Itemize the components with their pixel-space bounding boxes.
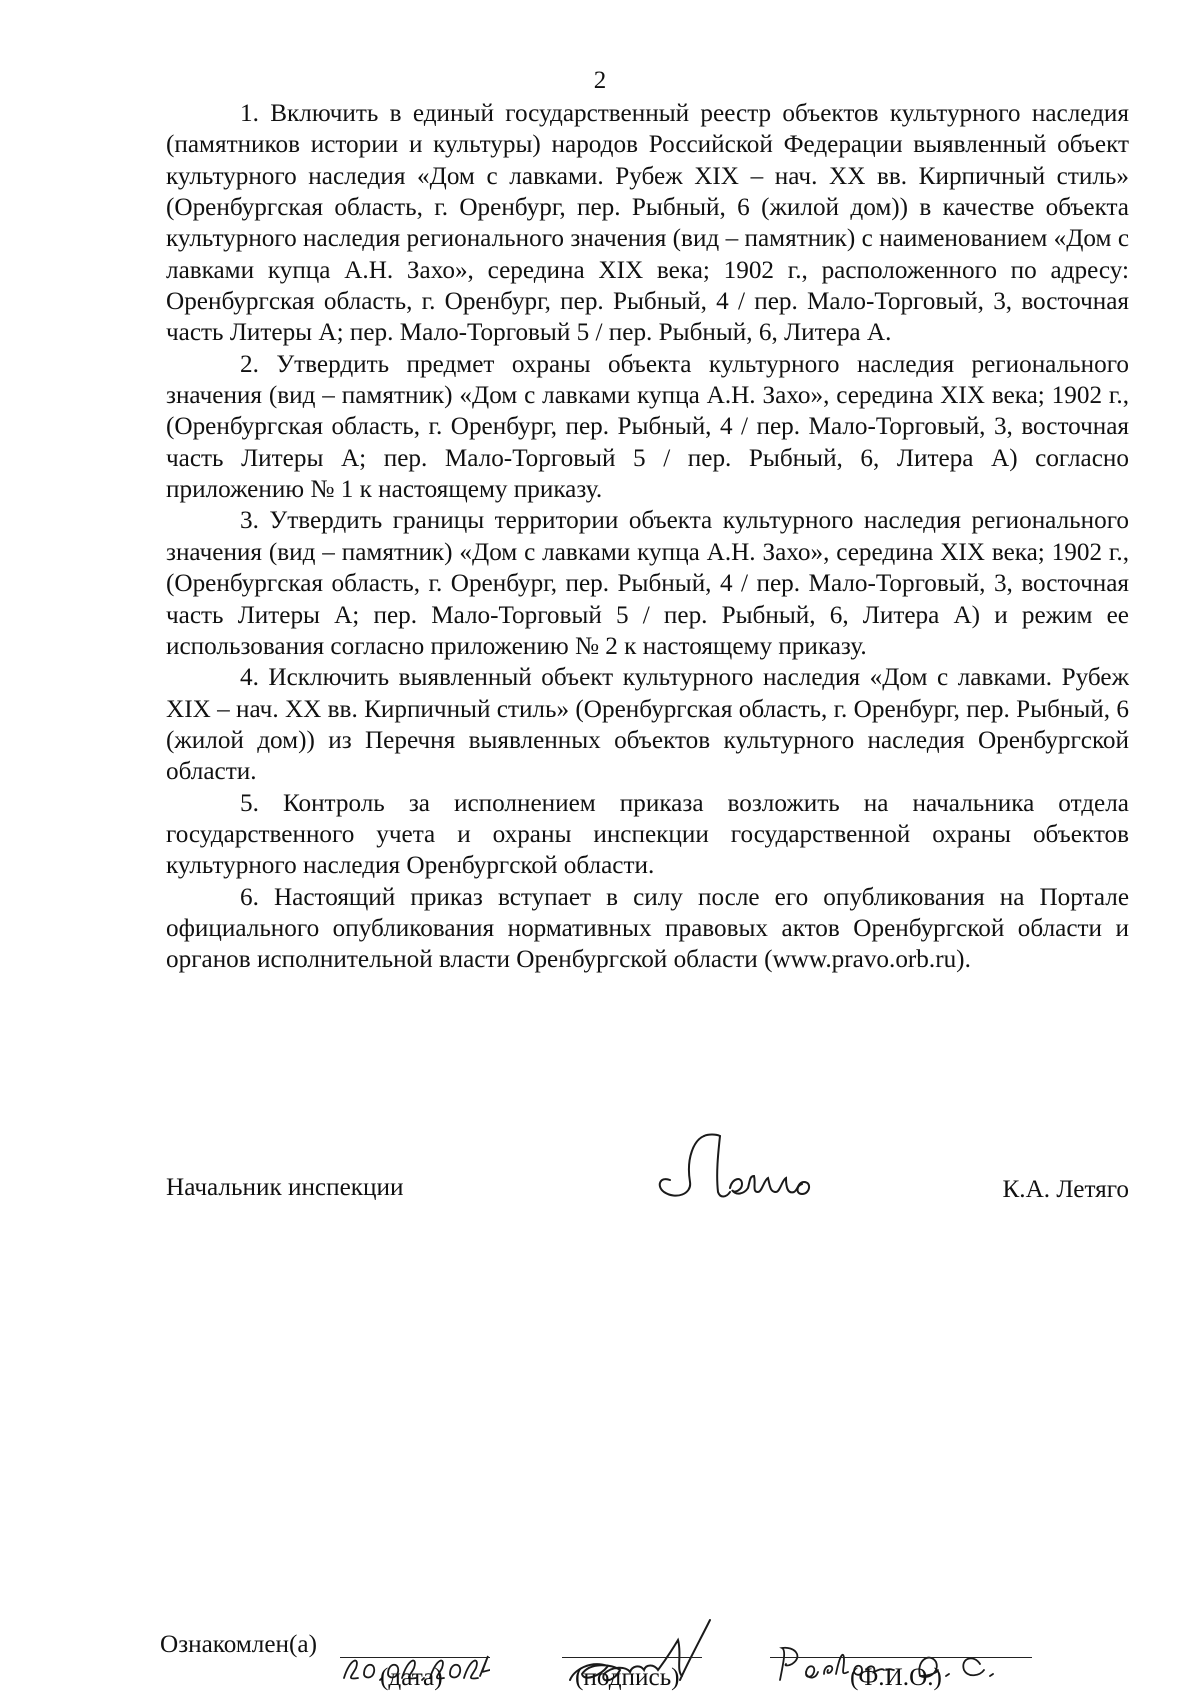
order-item-6: 6. Настоящий приказ вступает в силу после его опубликования на Портале официального опубликования нормативных правовых актов Оренбургской области и органов исполнительной власти Оренбургской области (www.pravo.orb.ru).: [166, 883, 1129, 974]
page-number: 2: [593, 67, 607, 94]
order-item-1: 1. Включить в единый государственный реестр объектов культурного наследия (памятников истории и культуры) народов Российской Федерации выявленный объект культурного наследия «Дом с лавками. Рубеж XIX – нач. XX вв. Кирпичный стиль» (Оренбургская область, г. Оренбург, пер. Рыбный, 6 (жилой дом)) в качестве объекта культурного наследия регионального значения (вид – памятник) с наименованием «Дом с лавками купца А.Н. Захо», середина XIX века; 1902 г., расположенного по адресу: Оренбургская область, г. Оренбург, пер. Рыбный, 4 / пер. Мало-Торговый, 3, восточная часть Литеры А; пер. Мало-Торговый 5 / пер. Рыбный, 6, Литера А.: [166, 100, 1129, 347]
date-line: [340, 1657, 490, 1658]
order-item-5: 5. Контроль за исполнением приказа возложить на начальника отдела государственного учета и охраны инспекции государственной охраны объектов культурного наследия Оренбургской области.: [166, 789, 1129, 880]
acknowledged-label: Ознакомлен(а): [160, 1631, 317, 1658]
order-body: [166, 98, 1129, 976]
order-item-4: 4. Исключить выявленный объект культурного наследия «Дом с лавками. Рубеж XIX – нач. XX вв. Кирпичный стиль» (Оренбургская область, г. Оренбург, пер. Рыбный, 6 (жилой дом)) из Перечня выявленных объектов культурного наследия Оренбургской области.: [166, 664, 1129, 786]
signature-caption: (подпись): [575, 1664, 680, 1691]
fio-caption: (Ф.И.О.): [850, 1664, 942, 1691]
signatory-position: Начальник инспекции: [166, 1174, 404, 1201]
handwritten-signature: [646, 1118, 836, 1218]
order-item-3: 3. Утвердить границы территории объекта культурного наследия регионального значения (вид – памятник) «Дом с лавками купца А.Н. Захо», середина XIX века; 1902 г., (Оренбургская область, г. Оренбург, пер. Рыбный, 4 / пер. Мало-Торговый, 3, восточная часть Литеры А; пер. Мало-Торговый 5 / пер. Рыбный, 6, Литера А) и режим ее использования согласно приложению № 2 к настоящему приказу.: [166, 507, 1129, 660]
signatory-name: К.А. Летяго: [1002, 1176, 1129, 1203]
signature-block: [166, 1172, 1129, 1212]
signature-line: [562, 1657, 702, 1658]
order-item-2: 2. Утвердить предмет охраны объекта культурного наследия регионального значения (вид – памятник) «Дом с лавками купца А.Н. Захо», середина XIX века; 1902 г., (Оренбургская область, г. Оренбург, пер. Рыбный, 4 / пер. Мало-Торговый, 3, восточная часть Литеры А; пер. Мало-Торговый 5 / пер. Рыбный, 6, Литера А) согласно приложению № 1 к настоящему приказу.: [166, 350, 1129, 504]
fio-line: [770, 1657, 1032, 1658]
date-caption: (дата): [380, 1664, 443, 1691]
